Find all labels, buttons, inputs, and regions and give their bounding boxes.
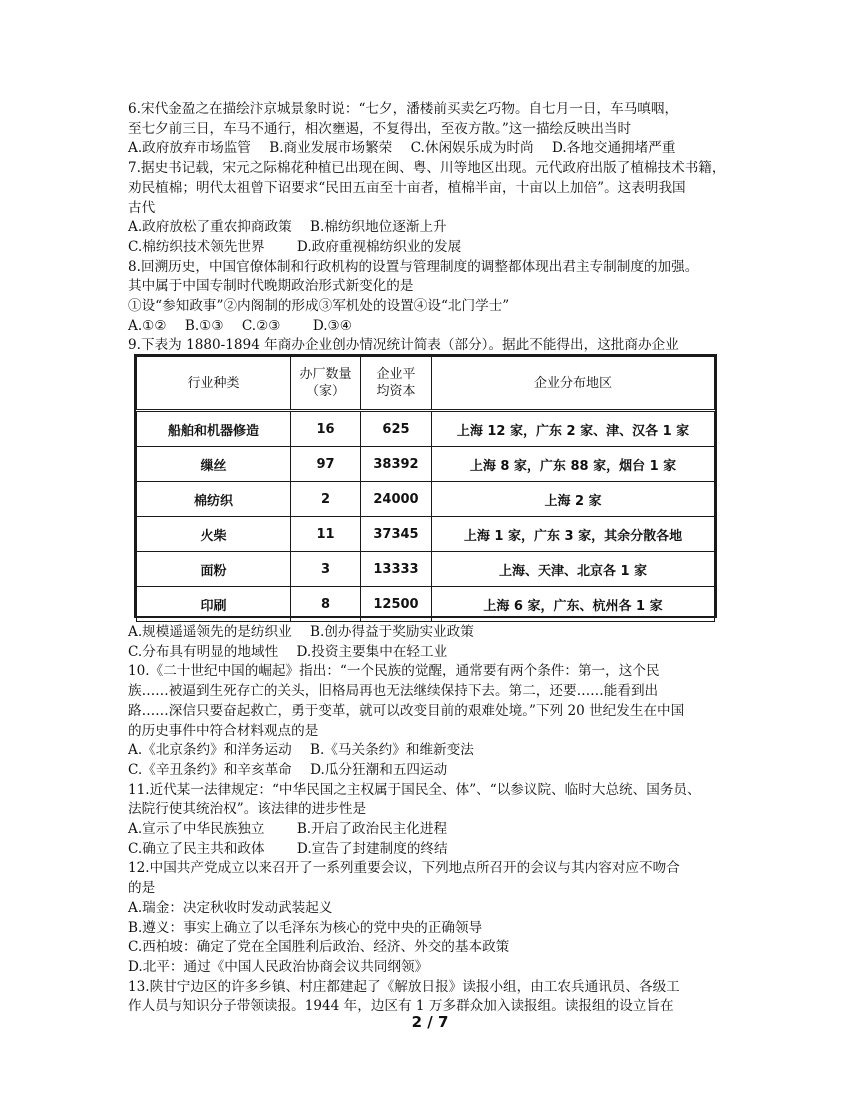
table-row (137, 411, 715, 447)
option-d: D.政府重视棉纺织业的发展 (296, 238, 462, 255)
option-a: A.政府放弃市场监管 (128, 140, 251, 157)
options-row (128, 317, 748, 337)
table-cell: 面粉 (137, 552, 291, 587)
option-b: B.创办得益于奖励实业政策 (310, 624, 474, 640)
options-row (128, 840, 748, 860)
table-header-cell: 企业分布地区 (432, 357, 715, 411)
options-row (128, 623, 748, 643)
table-row (137, 587, 715, 622)
table-cell: 2 (291, 482, 361, 517)
table-row (137, 552, 715, 587)
enterprise-table (134, 354, 717, 618)
question-stem-line: 古代 (128, 199, 156, 216)
question-stem-line: 劝民植棉；明代太祖曾下诏要求“民田五亩至十亩者，植棉半亩，十亩以上加倍”。这表明我国 (128, 179, 686, 196)
option-b: B.《马关条约》和维新变法 (310, 742, 474, 759)
question-stem-line: 至七夕前三日，车马不通行，相次壅遏，不复得出，至夜方散。”这一描绘反映出当时 (128, 120, 632, 137)
table-cell: 火柴 (137, 517, 291, 552)
table-cell: 3 (291, 552, 361, 587)
option-b: B.开启了政治民主化进程 (296, 821, 448, 838)
options-row (128, 139, 748, 159)
question-stem-line: 法院行使其统治权”。该法律的进步性是 (128, 801, 367, 818)
option-b: B.商业发展市场繁荣 (269, 140, 393, 157)
question-stem-line: 路……深信只要奋起救亡，勇于变革，就可以改变目前的艰难处境。”下列 20 世纪发生在中国 (128, 702, 685, 719)
question-8 (128, 258, 748, 337)
question-stem-line: 族……被逼到生死存亡的关头，旧格局再也无法继续保持下去。第二，还要……能看到出 (128, 683, 659, 700)
option-a: A.宣示了中华民族独立 (128, 821, 265, 838)
table-cell: 8 (291, 587, 361, 622)
option-a: A.政府放松了重农抑商政策 (128, 219, 292, 236)
table-cell: 16 (291, 411, 361, 447)
options-row (128, 741, 748, 761)
table-cell: 上海 2 家 (432, 482, 715, 517)
options-row (128, 820, 748, 840)
option-a: A.①② (128, 317, 167, 334)
question-stem-line: ①设“参知政事”②内阁制的形成③军机处的设置④设“北门学士” (128, 298, 510, 315)
option-b: B.①③ (184, 317, 224, 334)
table-cell: 38392 (361, 447, 432, 482)
question-stem-line: 13.陕甘宁边区的许多乡镇、村庄都建起了《解放日报》读报小组，由工农兵通讯员、各级工 (128, 978, 680, 995)
question-stem-line: 10.《二十世纪中国的崛起》指出：“一个民族的觉醒，通常要有两个条件：第一，这个民 (128, 663, 660, 680)
options-row (128, 238, 748, 258)
option-b: B.遵义：事实上确立了以毛泽东为核心的党中央的正确领导 (128, 919, 483, 936)
table-cell: 97 (291, 447, 361, 482)
table-cell: 上海 8 家，广东 88 家，烟台 1 家 (432, 447, 715, 482)
page-content-lower (128, 623, 748, 1017)
table-header-cell: 行业种类 (137, 357, 291, 411)
option-d: D.瓜分狂潮和五四运动 (310, 761, 448, 778)
option-c: C.《辛丑条约》和辛亥革命 (128, 761, 292, 778)
option-c: C.确立了民主共和政体 (128, 840, 265, 857)
option-d: D.宣告了封建制度的终结 (296, 840, 448, 857)
table-cell: 12500 (361, 587, 432, 622)
table-cell: 上海、天津、北京各 1 家 (432, 552, 715, 587)
option-c: C.休闲娱乐成为时尚 (410, 140, 534, 157)
question-stem-line: 其中属于中国专制时代晚期政治形式新变化的是 (128, 278, 414, 295)
question-12 (128, 859, 748, 977)
option-a: A.《北京条约》和洋务运动 (128, 742, 292, 759)
table-row (137, 447, 715, 482)
table-cell: 24000 (361, 482, 432, 517)
table-header-cell: 企业平 均资本 (361, 357, 432, 411)
table-cell: 缫丝 (137, 447, 291, 482)
question-7 (128, 159, 748, 258)
option-b: B.棉纺织地位逐渐上升 (310, 219, 447, 236)
option-d: D.各地交通拥堵严重 (551, 140, 676, 157)
table-cell: 13333 (361, 552, 432, 587)
table-row (137, 517, 715, 552)
option-c: C.②③ (241, 317, 281, 334)
question-stem-line: 8.回溯历史，中国官僚体制和行政机构的设置与管理制度的调整都体现出君主专制制度的加强。 (128, 258, 699, 275)
table-cell: 上海 12 家，广东 2 家、津、汉各 1 家 (432, 411, 715, 447)
table-header-row (137, 357, 715, 411)
option-c: C.西柏坡：确定了党在全国胜利后政治、经济、外交的基本政策 (128, 939, 510, 956)
options-row (128, 761, 748, 781)
table-cell: 37345 (361, 517, 432, 552)
page-number: 2 / 7 (411, 1013, 449, 1031)
table-cell: 上海 6 家，广东、杭州各 1 家 (432, 587, 715, 622)
question-stem-line: 作人员与知识分子带领读报。1944 年，边区有 1 万多群众加入读报组。读报组的设立旨在 (128, 998, 674, 1015)
option-d: D.③④ (312, 317, 352, 334)
option-d: D.北平：通过《中国人民政治协商会议共同纲领》 (128, 958, 429, 975)
option-d: D.投资主要集中在轻工业 (296, 643, 448, 660)
table-cell: 船舶和机器修造 (137, 411, 291, 447)
table-cell: 上海 1 家，广东 3 家，其余分散各地 (432, 517, 715, 552)
table-cell: 625 (361, 411, 432, 447)
page-content (128, 100, 748, 356)
table-header-cell: 办厂数量 （家） (291, 357, 361, 411)
table-cell: 11 (291, 517, 361, 552)
question-10 (128, 662, 748, 780)
options-row (128, 643, 748, 663)
question-stem-line: 6.宋代金盈之在描绘汴京城景象时说：“七夕，潘楼前买卖乞巧物。自七月一日，车马嗔咽， (128, 101, 679, 117)
question-6 (128, 100, 748, 159)
table-row (137, 482, 715, 517)
question-9-stem: 9.下表为 1880-1894 年商办企业创办情况统计简表（部分）。据此不能得出，这批商办企业 (128, 337, 679, 354)
table-cell: 棉纺织 (137, 482, 291, 517)
question-stem-line: 12.中国共产党成立以来召开了一系列重要会议，下列地点所召开的会议与其内容对应不吻合 (128, 860, 680, 877)
option-a: A.规模遥遥领先的是纺织业 (128, 624, 292, 640)
question-stem-line: 的历史事件中符合材料观点的是 (128, 722, 319, 739)
question-stem-line: 7.据史书记载，宋元之际棉花种植已出现在闽、粤、川等地区出现。元代政府出版了植棉技术书籍， (128, 160, 726, 177)
option-a: A.瑞金：决定秋收时发动武装起义 (128, 899, 333, 916)
option-c: C.棉纺织技术领先世界 (128, 238, 265, 255)
table-cell: 印刷 (137, 587, 291, 622)
option-c: C.分布具有明显的地域性 (128, 643, 279, 660)
question-stem-line: 11.近代某一法律规定：“中华民国之主权属于国民全、体”、“以参议院、临时大总统、国务员、 (128, 781, 701, 798)
question-9-options (128, 623, 748, 662)
question-stem-line: 的是 (128, 880, 156, 897)
question-13 (128, 978, 748, 1017)
question-11 (128, 781, 748, 860)
options-row (128, 218, 748, 238)
